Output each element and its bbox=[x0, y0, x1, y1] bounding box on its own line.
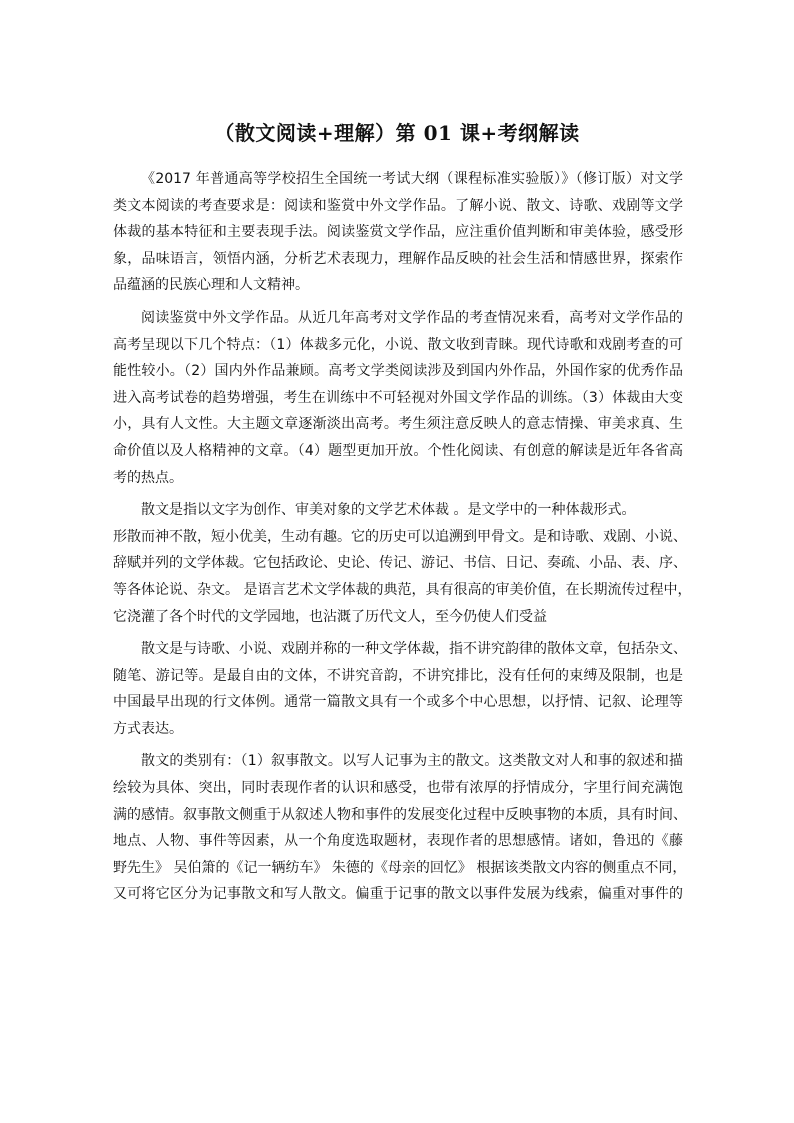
paragraph-prose-definition bbox=[113, 497, 683, 524]
text-line: 辞赋并列的文学体裁。它包括政论、史论、传记、游记、书信、日记、奏疏、小品、表、序、 bbox=[113, 555, 687, 572]
text-line: 散文是与诗歌、小说、戏剧并称的一种文学体裁，指不讲究韵律的散体文章，包括杂文、 bbox=[141, 641, 687, 658]
text-line: 考的热点。 bbox=[113, 469, 183, 486]
text-line: 野先生》 吴伯箫的《记一辆纺车》 朱德的《母亲的回忆》 根据该类散文内容的侧重点不同， bbox=[113, 859, 687, 876]
text-line: 中国最早出现的行文体例。通常一篇散文具有一个或多个中心思想，以抒情、记叙、论理等 bbox=[113, 694, 683, 711]
text-line: 高考呈现以下几个特点：（1）体裁多元化，小说、散文收到青睐。现代诗歌和戏剧考查的可 bbox=[113, 336, 683, 353]
paragraph-exam-outline bbox=[113, 166, 683, 299]
text-line: 《2017 年普通高等学校招生全国统一考试大纲（课程标准实验版）》（修订版）对文学 bbox=[141, 171, 683, 187]
paragraph-prose-types bbox=[113, 748, 687, 908]
text-line: 能性较小。（2）国内外作品兼顾。高考文学类阅读涉及到国内外作品，外国作家的优秀作品 bbox=[113, 363, 683, 380]
text-line: 等各体论说、杂文。 是语言艺术文学体裁的典范，具有很高的审美价值，在长期流传过程中， bbox=[113, 581, 692, 598]
paragraph-exam-features bbox=[113, 305, 683, 491]
text-line: 体裁的基本特征和主要表现手法。阅读鉴赏文学作品，应注重价值判断和审美体验，感受形 bbox=[113, 224, 683, 241]
paragraph-prose-genre bbox=[113, 636, 687, 742]
text-line: 绘较为具体、突出，同时表现作者的认识和感受，也带有浓厚的抒情成分，字里行间充满饱 bbox=[113, 780, 683, 797]
text-line: 散文是指以文字为创作、审美对象的文学艺术体裁 。是文学中的一种体裁形式。 bbox=[141, 502, 636, 519]
text-line: 随笔、游记等。是最自由的文体，不讲究音韵，不讲究排比，没有任何的束缚及限制，也是 bbox=[113, 667, 683, 684]
text-line: 形散而神不散，短小优美，生动有趣。它的历史可以追溯到甲骨文。是和诗歌、戏剧、小说、 bbox=[113, 528, 687, 545]
text-line: 地点、人物、事件等因素，从一个角度选取题材，表现作者的思想感情。诸如，鲁迅的《藤 bbox=[113, 833, 683, 850]
text-line: 又可将它区分为记事散文和写人散文。偏重于记事的散文以事件发展为线索，偏重对事件的 bbox=[113, 886, 683, 903]
text-line: 命价值以及人格精神的文章。（4）题型更加开放。个性化阅读、有创意的解读是近年各省高 bbox=[113, 442, 683, 459]
text-line: 散文的类别有：（1）叙事散文。以写人记事为主的散文。这类散文对人和事的叙述和描 bbox=[141, 753, 683, 770]
document-title: （散文阅读+理解）第 01 课+考纲解读 bbox=[214, 121, 580, 145]
document-body bbox=[113, 166, 692, 914]
paragraph-prose-history bbox=[113, 524, 692, 630]
text-line: 方式表达。 bbox=[113, 720, 183, 737]
text-line: 进入高考试卷的趋势增强，考生在训练中不可轻视对外国文学作品的训练。（3）体裁由大变 bbox=[113, 389, 683, 406]
text-line: 它浇灌了各个时代的文学园地，也沾溉了历代文人，至今仍使人们受益 bbox=[113, 608, 547, 625]
text-line: 小，具有人文性。大主题文章逐渐淡出高考。考生须注意反映人的意志情操、审美求真、生 bbox=[113, 416, 683, 433]
text-line: 满的感情。叙事散文侧重于从叙述人物和事件的发展变化过程中反映事物的本质，具有时间、 bbox=[113, 806, 687, 823]
text-line: 阅读鉴赏中外文学作品。从近几年高考对文学作品的考查情况来看，高考对文学作品的 bbox=[141, 309, 683, 326]
text-line: 类文本阅读的考查要求是：阅读和鉴赏中外文学作品。了解小说、散文、诗歌、戏剧等文学 bbox=[113, 197, 683, 214]
text-line: 象，品味语言，领悟内涵，分析艺术表现力，理解作品反映的社会生活和情感世界，探索作 bbox=[113, 250, 683, 267]
text-line: 品蕴涵的民族心理和人文精神。 bbox=[113, 277, 309, 294]
